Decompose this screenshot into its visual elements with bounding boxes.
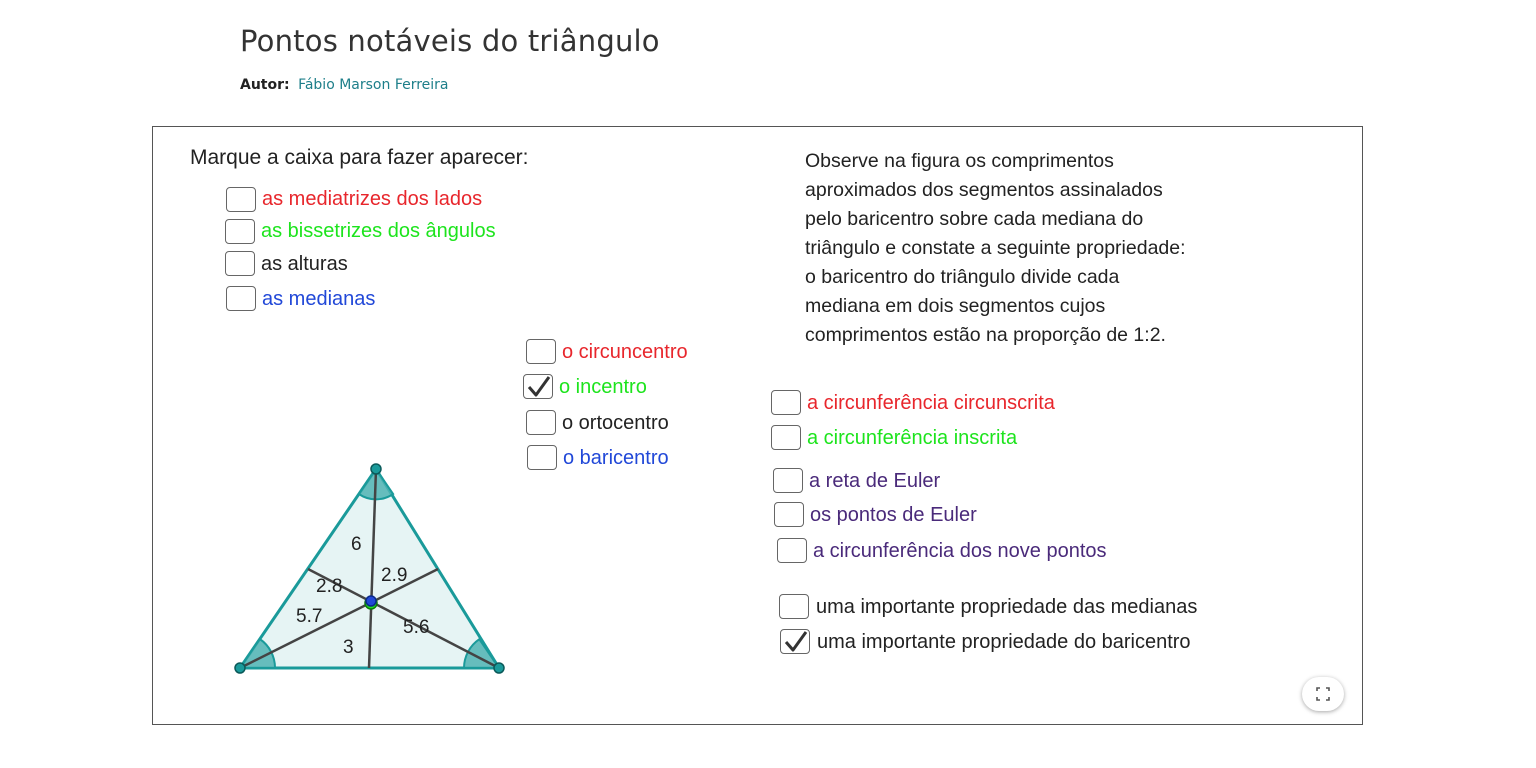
- checkbox-incentro[interactable]: [523, 374, 553, 399]
- instruction-text: Marque a caixa para fazer aparecer:: [190, 146, 529, 169]
- label-mediatrizes[interactable]: as mediatrizes dos lados: [262, 188, 483, 210]
- label-prop-medianas[interactable]: uma importante propriedade das medianas: [816, 596, 1198, 618]
- checkbox-prop-baricentro[interactable]: [780, 629, 810, 654]
- label-nove-pontos[interactable]: a circunferência dos nove pontos: [813, 540, 1107, 562]
- observation-text: Observe na figura os comprimentos aproximados dos segmentos assinalados pelo baricentro sobre cada mediana do triângulo e constate a seguinte propriedade: o baricentro do triângulo divide cada mediana em dois segmentos cujos comprimentos estão na proporção de 1:2.: [805, 150, 1186, 346]
- vertex-right[interactable]: [494, 663, 504, 673]
- checkbox-baricentro[interactable]: [527, 445, 557, 470]
- label-circuncentro[interactable]: o circuncentro: [562, 341, 688, 363]
- checkbox-mediatrizes[interactable]: [226, 187, 256, 212]
- checkbox-nove-pontos[interactable]: [777, 538, 807, 563]
- label-bissetrizes[interactable]: as bissetrizes dos ângulos: [261, 220, 496, 242]
- label-ortocentro[interactable]: o ortocentro: [562, 412, 669, 434]
- triangle-figure[interactable]: [223, 457, 523, 687]
- checkbox-bissetrizes[interactable]: [225, 219, 255, 244]
- checkbox-pontos-euler[interactable]: [774, 502, 804, 527]
- segment-label-left-upper: 2.8: [316, 576, 343, 597]
- page-title: Pontos notáveis do triângulo: [240, 24, 660, 58]
- checkmark-icon: [783, 630, 809, 654]
- checkbox-ortocentro[interactable]: [526, 410, 556, 435]
- label-prop-baricentro[interactable]: uma importante propriedade do baricentro: [817, 631, 1191, 653]
- barycenter-point: [366, 596, 376, 606]
- segment-label-right-lower: 5.6: [403, 617, 430, 638]
- label-alturas[interactable]: as alturas: [261, 253, 348, 275]
- author-name-link[interactable]: Fábio Marson Ferreira: [298, 77, 449, 93]
- fullscreen-icon: [1302, 677, 1344, 711]
- checkbox-medianas[interactable]: [226, 286, 256, 311]
- label-medianas[interactable]: as medianas: [262, 288, 376, 310]
- author-line: [240, 77, 449, 93]
- label-incentro[interactable]: o incentro: [559, 376, 647, 398]
- geogebra-applet[interactable]: [152, 126, 1363, 725]
- segment-label-left-lower: 5.7: [296, 606, 323, 627]
- label-baricentro[interactable]: o baricentro: [563, 447, 669, 469]
- checkbox-inscrita[interactable]: [771, 425, 801, 450]
- label-circunscrita[interactable]: a circunferência circunscrita: [807, 392, 1055, 414]
- segment-label-top-upper: 6: [351, 534, 362, 555]
- checkbox-reta-euler[interactable]: [773, 468, 803, 493]
- checkbox-alturas[interactable]: [225, 251, 255, 276]
- vertex-top[interactable]: [371, 464, 381, 474]
- checkbox-prop-medianas[interactable]: [779, 594, 809, 619]
- label-inscrita[interactable]: a circunferência inscrita: [807, 427, 1018, 449]
- checkbox-circunscrita[interactable]: [771, 390, 801, 415]
- segment-label-bottom: 3: [343, 637, 354, 658]
- checkbox-circuncentro[interactable]: [526, 339, 556, 364]
- fullscreen-button[interactable]: [1302, 677, 1344, 711]
- author-label: Autor:: [240, 77, 290, 93]
- label-pontos-euler[interactable]: os pontos de Euler: [810, 504, 977, 526]
- checkmark-icon: [526, 375, 552, 399]
- segment-label-right-upper: 2.9: [381, 565, 408, 586]
- label-reta-euler[interactable]: a reta de Euler: [809, 470, 941, 492]
- vertex-left[interactable]: [235, 663, 245, 673]
